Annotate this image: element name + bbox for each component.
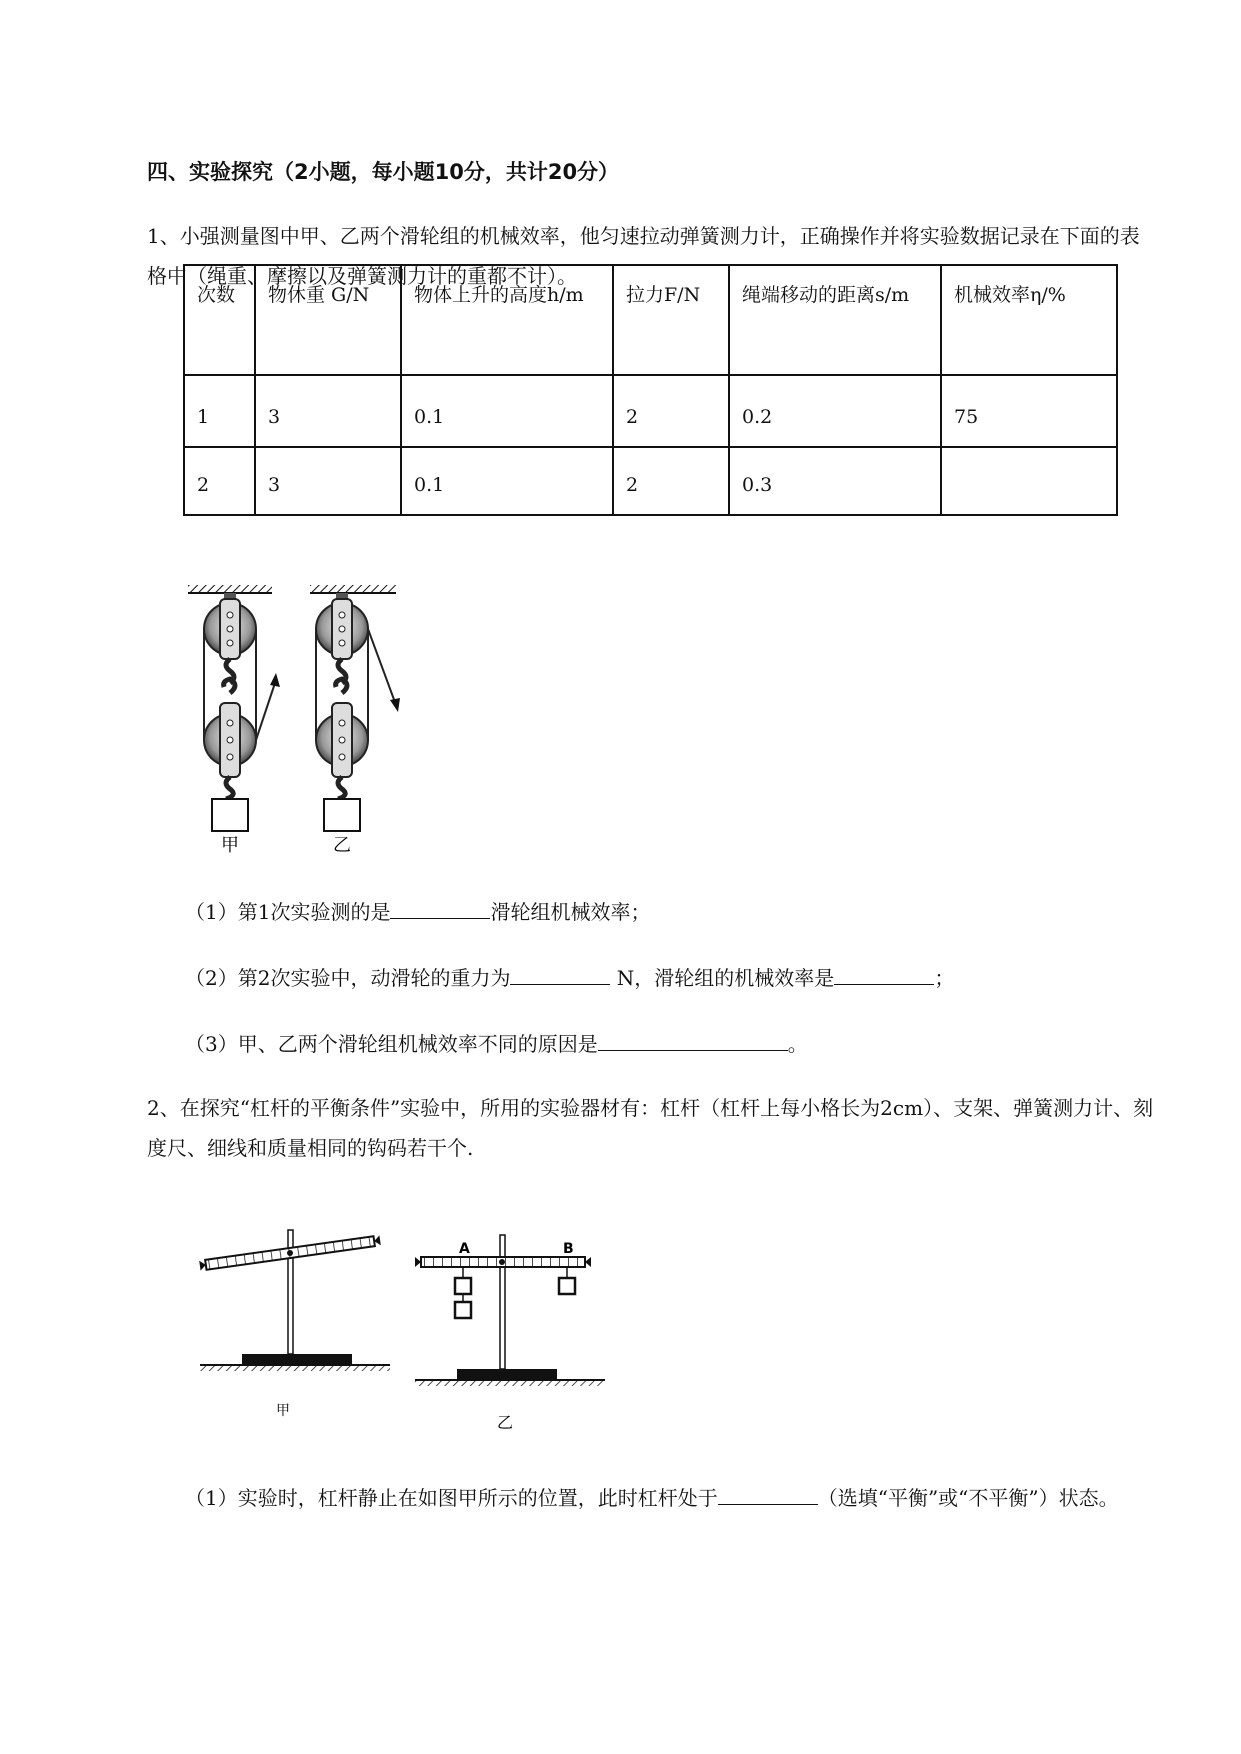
table-cell: 0.3 [729,447,941,515]
lever-figure [190,1220,640,1430]
header-cell: 机械效率η/% [941,265,1117,375]
header-cell: 绳端移动的距离s/m [729,265,941,375]
question-2-part-1: （1）实验时，杠杆静止在如图甲所示的位置，此时杠杆处于 （选填“平衡”或“不平衡”）状态。 [147,1478,1157,1518]
ceiling-hatch [188,585,272,593]
point-b-label: B [563,1241,574,1257]
table-cell: 75 [941,375,1117,447]
table-cell: 2 [184,447,255,515]
hook-weight [455,1302,471,1318]
arrow-down-icon [390,698,400,712]
table-header-row [184,265,1117,375]
data-table [183,264,1118,516]
table-cell: 1 [184,375,255,447]
question-1-part-1: （1）第1次实验测的是 滑轮组机械效率； [185,896,650,925]
weight-block [212,799,248,831]
header-cell: 物体上升的高度h/m [401,265,613,375]
figure-label-jia: 甲 [276,1403,290,1419]
figure-label-yi: 乙 [497,1413,514,1430]
ceiling-hatch [310,585,396,593]
answer-blank[interactable] [718,1482,818,1505]
weight-block [324,799,360,831]
header-cell: 物休重 G/N [255,265,401,375]
pulley-figure [180,585,420,855]
table-cell [941,447,1117,515]
pulley-system-jia [188,585,280,855]
table-cell: 2 [613,375,729,447]
answer-blank[interactable] [390,896,490,919]
hook-weight [455,1278,471,1294]
question-2-stem: 2、在探究“杠杆的平衡条件”实验中，所用的实验器材有：杠杆（杠杆上每小格长为2cm）、支架、弹簧测力计、刻度尺、细线和质量相同的钩码若干个. [147,1096,1154,1160]
answer-blank[interactable] [834,962,934,985]
table-row [184,447,1117,515]
header-cell: 次数 [184,265,255,375]
table-cell: 0.1 [401,375,613,447]
lever-apparatus-jia [199,1230,390,1419]
hook-weight [559,1278,575,1294]
answer-blank[interactable] [598,1028,788,1051]
question-1-part-2: （2）第2次实验中，动滑轮的重力为 N，滑轮组的机械效率是 ； [185,962,954,991]
answer-blank[interactable] [510,962,610,985]
lever-apparatus-yi [415,1235,605,1430]
pulley-system-yi [310,585,400,855]
question-1-stem: 1、小强测量图中甲、乙两个滑轮组的机械效率，他匀速拉动弹簧测力计，正确操作并将实验数据记录在下面的表格中（绳重、摩擦以及弹簧测力计的重都不计）。 [147,224,1140,288]
header-cell: 拉力F/N [613,265,729,375]
figure-label-jia: 甲 [221,835,239,855]
table-row [184,375,1117,447]
table-cell: 2 [613,447,729,515]
stand-base [457,1369,557,1380]
section-title: 四、实验探究（2小题，每小题10分，共计20分） [147,160,620,184]
table-cell: 0.1 [401,447,613,515]
figure-label-yi: 乙 [333,835,351,855]
table-cell: 0.2 [729,375,941,447]
table-cell: 3 [255,447,401,515]
arrow-up-icon [270,673,280,687]
question-1-part-3: （3）甲、乙两个滑轮组机械效率不同的原因是 。 [185,1028,808,1057]
point-a-label: A [459,1241,470,1257]
table-cell: 3 [255,375,401,447]
stand-base [242,1354,352,1365]
stand-pole [500,1235,505,1369]
